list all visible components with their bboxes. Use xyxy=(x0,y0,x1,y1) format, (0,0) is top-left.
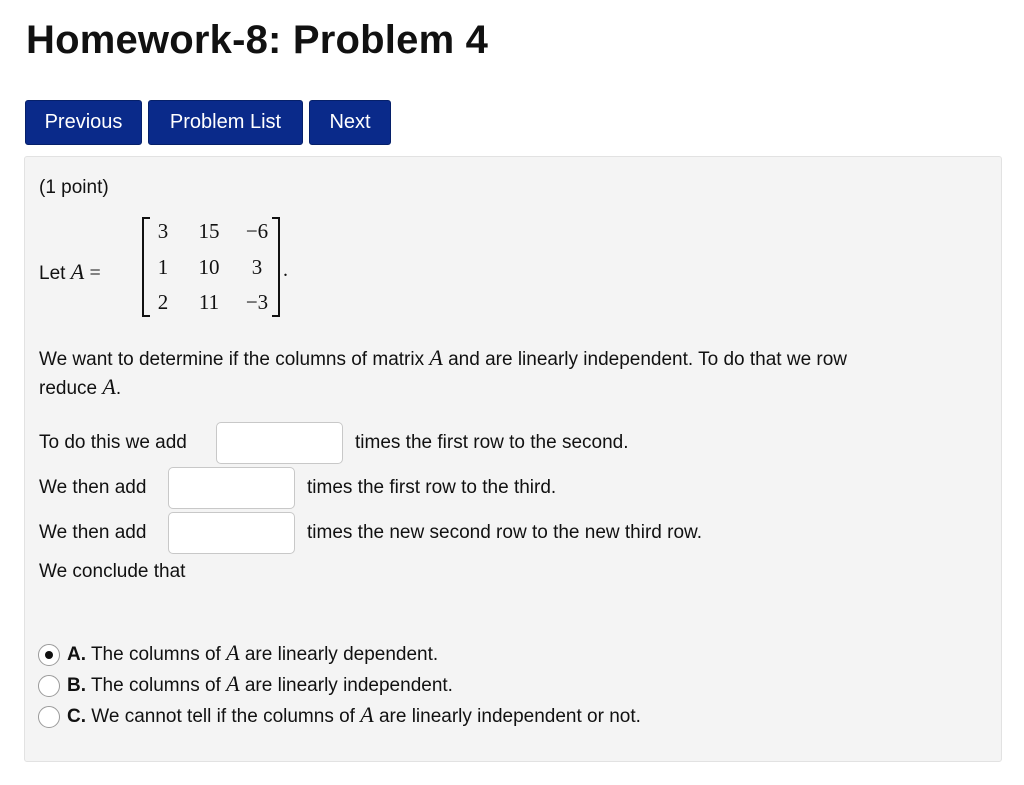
equals-sign: = xyxy=(89,262,101,284)
intro-line-1 xyxy=(39,345,847,371)
option-text: The columns of xyxy=(90,644,221,665)
conclude-label: We conclude that xyxy=(39,561,186,582)
option-variable: A xyxy=(226,640,240,665)
intro-text: and are linearly independent. To do that we row xyxy=(448,349,848,370)
step1-text: times the first row to the second. xyxy=(355,432,629,453)
next-button[interactable]: Next xyxy=(309,100,391,145)
option-letter: A. xyxy=(67,644,86,665)
matrix-cell: 3 xyxy=(157,219,169,243)
intro-period: . xyxy=(115,378,122,399)
matrix-cell: −3 xyxy=(245,290,269,314)
matrix-cell: 2 xyxy=(157,290,169,314)
option-text: We cannot tell if the columns of xyxy=(91,706,355,727)
step2-text: times the first row to the third. xyxy=(307,477,557,498)
option-text: are linearly dependent. xyxy=(244,644,439,665)
let-text: Let xyxy=(39,263,66,284)
option-text: are linearly independent or not. xyxy=(378,706,641,727)
intro-variable: A xyxy=(429,345,443,370)
problem-list-button[interactable]: Problem List xyxy=(148,100,303,145)
option-variable: A xyxy=(226,671,240,696)
option-a-radio[interactable] xyxy=(38,644,60,666)
previous-button[interactable]: Previous xyxy=(25,100,142,145)
intro-text: reduce xyxy=(39,378,98,399)
step2-label: We then add xyxy=(39,477,147,498)
problem-panel xyxy=(24,156,1002,762)
intro-line-2 xyxy=(39,374,121,400)
step2-answer-input[interactable] xyxy=(168,467,295,509)
step3-text: times the new second row to the new third row. xyxy=(307,522,702,543)
let-label xyxy=(39,259,101,285)
step1-label: To do this we add xyxy=(39,432,187,453)
matrix-cell: −6 xyxy=(245,219,269,243)
option-letter: C. xyxy=(67,706,86,727)
option-c-radio[interactable] xyxy=(38,706,60,728)
option-a-label[interactable] xyxy=(67,640,438,666)
option-c-label[interactable] xyxy=(67,702,641,728)
step1-answer-input[interactable] xyxy=(216,422,343,464)
matrix-cell: 3 xyxy=(251,255,263,279)
option-text: are linearly independent. xyxy=(244,675,453,696)
points-label: (1 point) xyxy=(39,177,109,198)
step3-answer-input[interactable] xyxy=(168,512,295,554)
page-title: Homework-8: Problem 4 xyxy=(26,18,489,62)
matrix-name: A xyxy=(70,259,85,284)
matrix-period: . xyxy=(283,259,288,281)
option-text: The columns of xyxy=(90,675,221,696)
option-b-radio[interactable] xyxy=(38,675,60,697)
matrix-cell: 1 xyxy=(157,255,169,279)
matrix-cell: 15 xyxy=(198,219,220,243)
matrix-cell: 11 xyxy=(198,290,220,314)
intro-variable: A xyxy=(102,374,116,399)
option-b-label[interactable] xyxy=(67,671,453,697)
option-variable: A xyxy=(360,702,374,727)
right-bracket xyxy=(272,217,280,317)
intro-text: We want to determine if the columns of matrix xyxy=(39,349,425,370)
option-letter: B. xyxy=(67,675,86,696)
step3-label: We then add xyxy=(39,522,147,543)
matrix-a xyxy=(142,215,280,321)
matrix-cell: 10 xyxy=(198,255,220,279)
